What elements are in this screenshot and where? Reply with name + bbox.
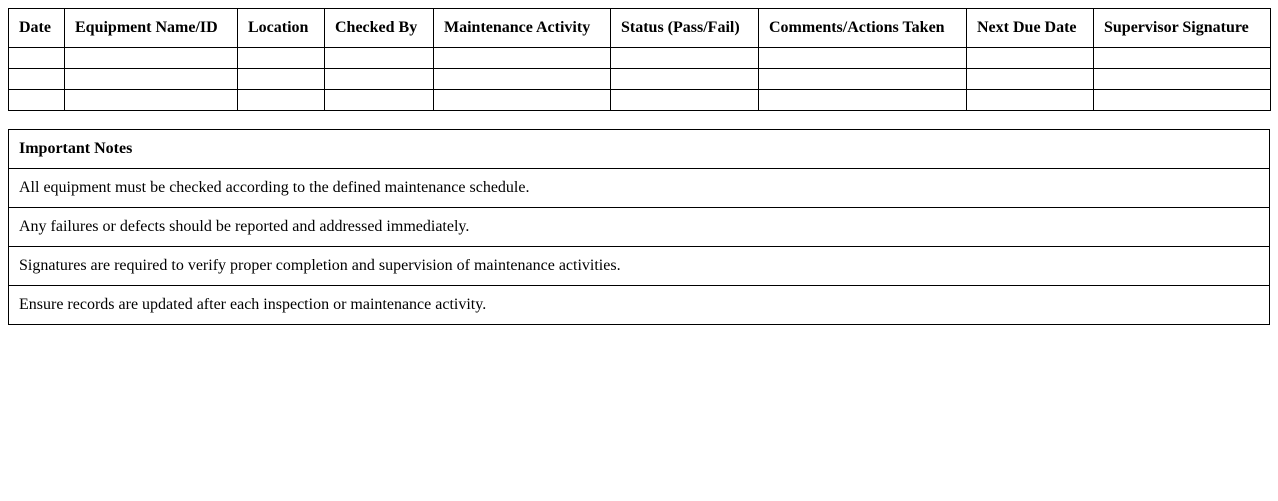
notes-header-row — [9, 130, 1270, 169]
table-cell[interactable] — [1094, 69, 1271, 90]
table-cell[interactable] — [1094, 90, 1271, 111]
table-cell[interactable] — [9, 69, 65, 90]
table-cell[interactable] — [967, 69, 1094, 90]
table-cell[interactable] — [65, 90, 238, 111]
table-cell[interactable] — [611, 69, 759, 90]
column-header-status: Status (Pass/Fail) — [611, 9, 759, 48]
table-cell[interactable] — [238, 90, 325, 111]
column-header-comments: Comments/Actions Taken — [759, 9, 967, 48]
table-cell[interactable] — [9, 90, 65, 111]
column-header-checked-by: Checked By — [325, 9, 434, 48]
note-row — [9, 247, 1270, 286]
table-cell[interactable] — [434, 90, 611, 111]
table-row — [9, 69, 1271, 90]
column-header-location: Location — [238, 9, 325, 48]
notes-title: Important Notes — [9, 130, 1270, 169]
table-cell[interactable] — [325, 69, 434, 90]
table-cell[interactable] — [238, 69, 325, 90]
table-cell[interactable] — [434, 69, 611, 90]
important-notes-table — [8, 129, 1270, 325]
note-row — [9, 208, 1270, 247]
table-cell[interactable] — [759, 69, 967, 90]
note-row — [9, 169, 1270, 208]
table-cell[interactable] — [967, 90, 1094, 111]
table-cell[interactable] — [9, 48, 65, 69]
table-cell[interactable] — [967, 48, 1094, 69]
maintenance-log-table — [8, 8, 1271, 111]
header-row — [9, 9, 1271, 48]
column-header-equipment: Equipment Name/ID — [65, 9, 238, 48]
column-header-next-due-date: Next Due Date — [967, 9, 1094, 48]
table-cell[interactable] — [238, 48, 325, 69]
table-cell[interactable] — [434, 48, 611, 69]
table-cell[interactable] — [759, 90, 967, 111]
column-header-date: Date — [9, 9, 65, 48]
note-item: Signatures are required to verify proper completion and supervision of maintenance activities. — [9, 247, 1270, 286]
column-header-maintenance-activity: Maintenance Activity — [434, 9, 611, 48]
table-cell[interactable] — [325, 48, 434, 69]
table-cell[interactable] — [325, 90, 434, 111]
table-cell[interactable] — [611, 48, 759, 69]
table-cell[interactable] — [65, 48, 238, 69]
table-cell[interactable] — [65, 69, 238, 90]
column-header-supervisor-signature: Supervisor Signature — [1094, 9, 1271, 48]
table-cell[interactable] — [759, 48, 967, 69]
note-row — [9, 286, 1270, 325]
table-cell[interactable] — [1094, 48, 1271, 69]
table-row — [9, 48, 1271, 69]
note-item: Any failures or defects should be reported and addressed immediately. — [9, 208, 1270, 247]
table-cell[interactable] — [611, 90, 759, 111]
note-item: All equipment must be checked according to the defined maintenance schedule. — [9, 169, 1270, 208]
note-item: Ensure records are updated after each inspection or maintenance activity. — [9, 286, 1270, 325]
table-row — [9, 90, 1271, 111]
